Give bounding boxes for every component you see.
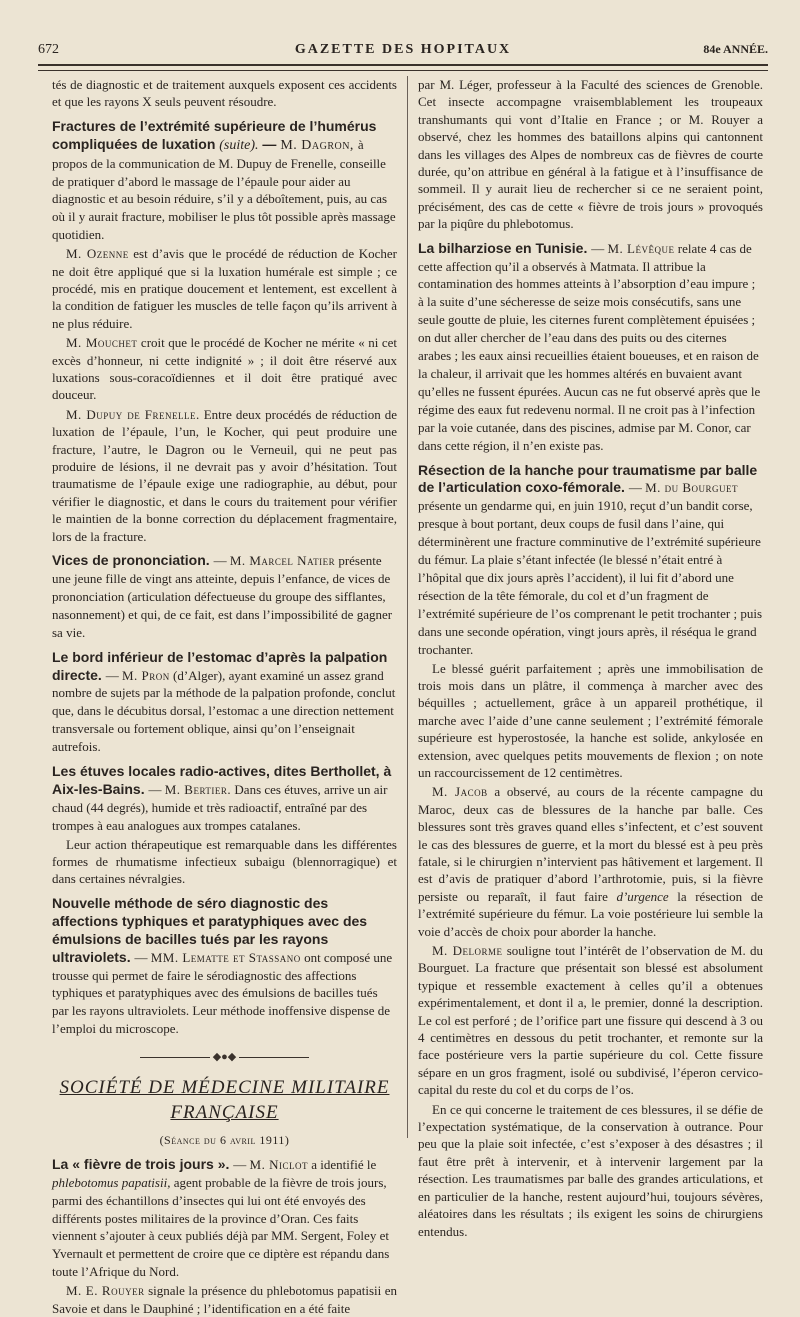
column-separator [407,76,408,1138]
page-number: 672 [38,42,59,57]
paragraph-jacob: M. Jacob a observé, au cours de la récente campagne du Maroc, deux cas de blessures de la hanche par balle. Ces blessures sont très graves quand elles s’infectent, et c’est souvent le cas des blessures de guerre, et la mort du blessé est à peu près fatale, si le chirurgien n’intervient pas hâtivement et largement. Il est d’avis de pratiquer d’abord l’arthrotomie, puis, si la fièvre persiste ou reparaît, il faut faire d’urgence la résection de l’extrémité supérieure du fémur. La voie postérieure lui semble la voie d’accès de choix pour aborder la hanche. [418,784,764,939]
left-column [52,76,398,1316]
journal-title: GAZETTE DES HOPITAUX [294,42,512,57]
paragraph-ozenne: M. Ozenne est d’avis que le procédé de réduction de Kocher ne doit être appliqué que si la luxation humérale est simple ; ce procédé, mis en pratique doucement et lentement, est excellent à la condition de fatiguer les muscles de telle façon qu’ils arrivent à ne plus réduire. [52,246,397,331]
header-rule [38,64,768,71]
paragraph-traitement: En ce qui concerne le traitement de ces blessures, il se défie de l’expectation systématique, de la conservation à outrance. Pour peu que la plaie soit infectée, c’est s’exposer à des désastres ; il faut être prêt à intervenir, et à intervenir largement par la résection. Les traumatismes par balle des grandes articulations, et en particulier de la hanche, restent aujourd’hui, toujours sévères, aléatoires dans les résultats ; ils exigent les soins de chirurgiens entendus. [418,1101,763,1239]
paragraph-dupuy: M. Dupuy de Frenelle. Entre deux procédés de réduction de luxation de l’épaule, l’un, le Kocher, qui peut produire une fracture, l’autre, le Dagron ou le Verneuil, qui ne peut pas produire de lésions, il ne devrait pas y avoir d’hésitation. Tout traumatisme de l’épaule exige une radiographie, au début, pour vérifier le diagnostic, et dans le cours du traitement pour vérifier le maintien de la bonne correction du déplacement fragmentaire, lors de la fracture. [52,406,398,544]
continued-paragraph: tés de diagnostic et de traitement auxquels exposent ces accidents et que les rayons X seuls peuvent résoudre. [52,77,397,110]
section-title-serodiagnostic: Nouvelle méthode de séro diagnostic des affections typhiques et paratyphiques avec des émulsions de bacilles tués par les rayons ultraviolets. — MM. Lematte et Stassano ont composé une trousse qui permet de faire le sérodiagnostic des affections typhiques et paratyphiques avec des émulsions de bacilles tués par les rayons ultraviolets. Leur méthode inoffensive dispense de l’emploi du microscope. [52,894,393,1037]
paragraph-mouchet: M. Mouchet croit que le procédé de Kocher ne mérite « ni cet excès d’honneur, ni cette indignité » ; il doit être réservé aux luxations sous-coracoïdiennes et il doit être pratiqué avec douceur. [52,335,397,403]
section-title-humerus: Fractures de l’extrémité supérieure de l’humérus compliquées de luxation (suite). — M. Dagron, à propos de la communication de M. Dupuy de Frenelle, conseille de pratiquer d’abord le massage de l’épaule pour aider au diagnostic et au besoin réduire, s’il y a déboîtement, puis, au cas où il y aurait fracture, mobiliser le plus tôt possible après massage quotidien. [52,117,396,243]
continued-paragraph-right: par M. Léger, professeur à la Faculté des sciences de Grenoble. Cet insecte accompagne vraisemblablement les troupeaux transhumants qui vont d’Italie en France ; or M. Rouyer a observé, chez les hommes des bataillons alpins qui cantonnent dans les villages des Alpes de nombreux cas de fièvres de courte durée, qu’on attribue en général à la fatigue et à l’insuffisance de sommeil. Il y aurait lieu de rechercher si ce ne seraient point, précisément, des cas de cette « fièvre de trois jours » provoqués par la piqûre du phlebotomus. [418,77,763,232]
section-divider: ◆●◆ [52,1050,397,1065]
paragraph-etuves-action: Leur action thérapeutique est remarquable dans les différentes formes de rhumatisme infectieux subaigu (blennorragique) et dans certaines névralgies. [52,836,397,887]
page-header [38,40,768,60]
section-title-bilharziose: La bilharziose en Tunisie. — M. Lévêque relate 4 cas de cette affection qu’il a observés à Matmata. Il attribue la contamination des hommes atteints à l’absorption d’eau impure ; à la suite d’une sécheresse de seize mois consécutifs, sans une seule goutte de pluie, les citernes furent complètement épuisées ; on dut aller chercher de l’eau dans des puits ou des citernes arabes ; les eaux ainsi recueillies étaient boueuses, et en raison de la chaleur, il arrivait que les hommes altérés en buvaient avant qu’elles ne fussent épurées. Aucun cas ne fut observé après que le régime des eaux fut redevenu normal. Il ne croit pas à l’infection par la voie cutanée, dans des piscines, admise par M. Conor, car dans cette région, il n’en existe pas. [418,239,761,453]
paragraph-blesse: Le blessé guérit parfaitement ; après une immobilisation de trois mois dans un plâtre, il commença à marcher avec des béquilles ; actuellement, grâce à un appareil prothétique, il marche avec l’aide d’une canne seulement ; l’extrémité fémorale supérieure est hyperostosée, la hanche est solide, ankylosée en extension, avec quelques petits mouvements de flexion ; on note un raccourcissement de 12 centimètres. [418,660,763,780]
section-title-resection: Résection de la hanche pour traumatisme par balle de l’articulation coxo-fémorale. — M. du Bourguet présente un gendarme qui, en juin 1910, reçut d’un bandit corse, presque à bout portant, deux coups de fusil dans l’aine, qui déterminèrent une fracture comminutive de l’extrémité supérieure du fémur. La plaie s’étant infectée (le blessé n’était entré à l’hôpital que dix jours après l’accident), il lui fit d’abord une résection de la tête fémorale, du col et d’un fragment de l’extrémité supérieure de l’os comprenant le petit trochanter ; puis dans une seconde opération, vingt jours après, il réséqua le grand trochanter. [418,461,763,657]
section-title-estomac: Le bord inférieur de l’estomac d’après la palpation directe. — M. Pron (d’Alger), ayant examiné un assez grand nombre de sujets par la méthode de la palpation profonde, conclut que, dans le décubitus dorsal, l’estomac a une direction nettement transversale ou fortement oblique, ainsi qu’on l’enseignait autrefois. [52,648,396,755]
section-title-etuves: Les étuves locales radio-actives, dites Berthollet, à Aix-les-Bains. — M. Bertier. Dans ces étuves, arrive un air chaud (44 degrés), humide et très radioactif, entraîné par des trompes à eau analogues aux trompes catalanes. [52,763,392,833]
right-column [418,76,764,1239]
paragraph-delorme: M. Delorme souligne tout l’intérêt de l’observation de M. du Bourguet. La fracture que présentait son blessé est absolument typique et ressemble exactement à celles qu’il a obtenues expérimentalement, et dont il a, le premier, donné la description. Le col est perforé ; de l’orifice part une fissure qui descend à 3 ou 4 centimètres en dessous du petit trochanter, et remonte sur la face postérieure vers la partie supérieure du col. Cette fissure sépare en un gros fragment, isolé ou subdivisé, l’éperon cervico-capital du reste du col et du corps de l’os. [418,943,763,1098]
section-title-prononciation: Vices de prononciation. — M. Marcel Natier présente une jeune fille de vingt ans atteinte, depuis l’enfance, de vices de prononciation (articulation défectueuse du groupe des sifflantes, nasonnement) et qui, de ce fait, est dans l’impossibilité de gagner sa vie. [52,552,393,640]
year-label: 84e ANNÉE. [703,42,768,56]
society-heading: SOCIÉTÉ DE MÉDECINE MILITAIRE FRANÇAISE [59,1076,390,1124]
section-title-fievre: La « fièvre de trois jours ». — M. Niclot a identifié le phlebotomus papatisii, agent probable de la fièvre de trois jours, parmi des échantillons d’insectes qui lui ont été envoyés des différents postes militaires de la province d’Oran. Ces faits viennent s’ajouter à ceux publiés déjà par MM. Sergent, Foley et Yvernault et permettent de croire que ce diptère est répandu dans toute l’Afrique du Nord. [52,1155,390,1280]
paragraph-rouyer: M. E. Rouyer signale la présence du phlebotomus papatisii en Savoie et dans le Dauphiné ; l’identification en a été faite [52,1283,398,1316]
session-date: (Séance du 6 avril 1911) [159,1132,290,1147]
